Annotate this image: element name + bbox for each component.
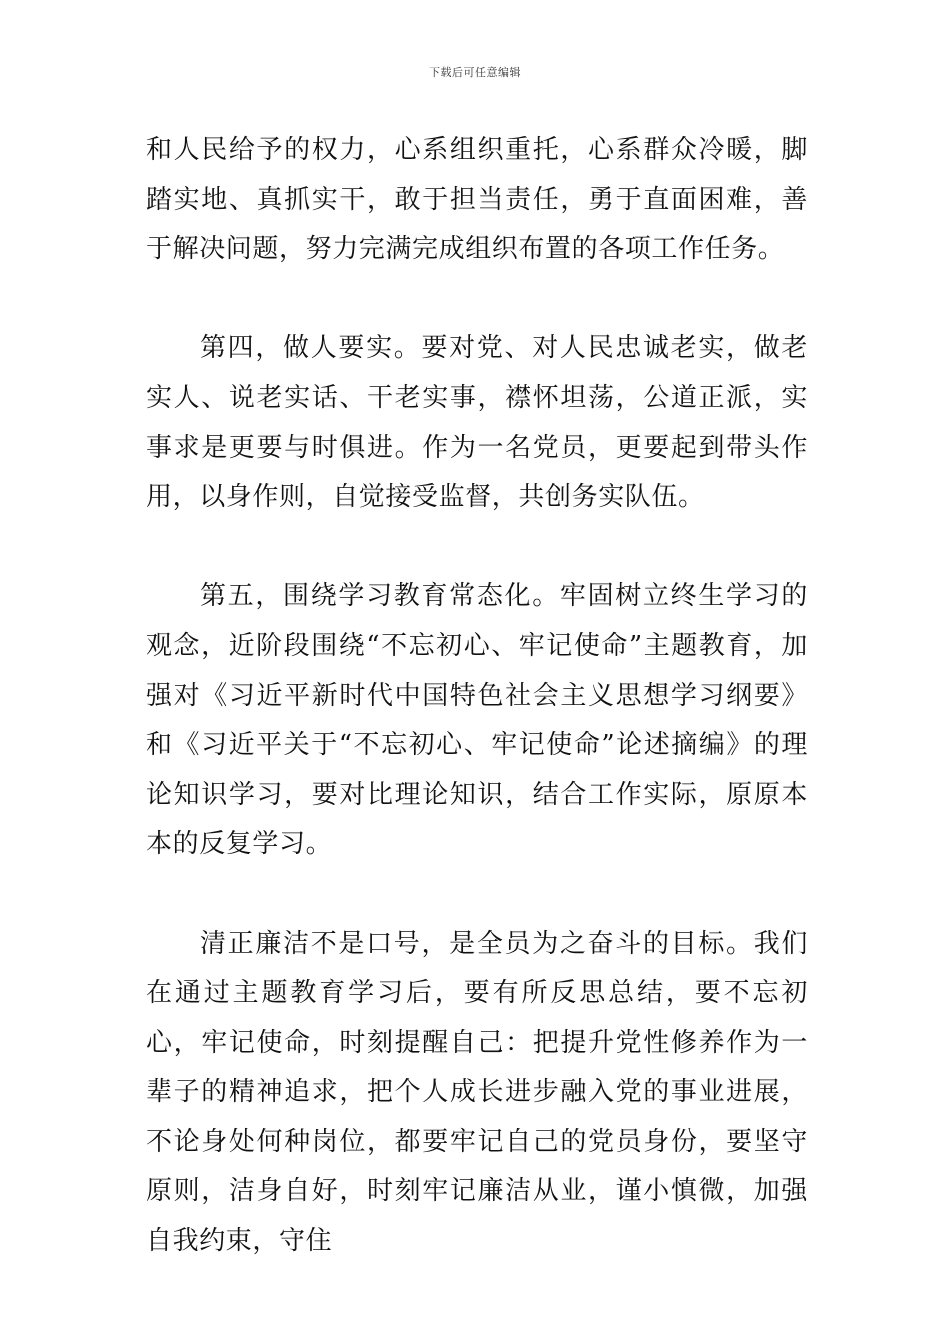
page-header: 下载后可任意编辑 — [429, 66, 521, 79]
paragraph-spacer — [146, 523, 808, 573]
paragraph-conclusion: 清正廉洁不是口号，是全员为之奋斗的目标。我们在通过主题教育学习后，要有所反思总结，要不忘初心，牢记使命，时刻提醒自己：把提升党性修养作为一辈子的精神追求，把个人成长进步融入党的事业进展，不论身处何种岗位，都要牢记自己的党员身份，要坚守原则，洁身自好，时刻牢记廉洁从业，谨小慎微，加强自我约束，守住 — [146, 928, 808, 1257]
paragraph-spacer — [146, 870, 808, 920]
paragraph-spacer — [146, 275, 808, 325]
paragraph-continuation: 和人民给予的权力，心系组织重托，心系群众冷暖，脚踏实地、真抓实干，敢于担当责任，勇于直面困难，善于解决问题，努力完满完成组织布置的各项工作任务。 — [146, 135, 808, 265]
paragraph-point-five: 第五，围绕学习教育常态化。牢固树立终生学习的观念，近阶段围绕“不忘初心、牢记使命”主题教育，加强对《习近平新时代中国特色社会主义思想学习纲要》和《习近平关于“不忘初心、牢记使命”论述摘编》的理论知识学习，要对比理论知识，结合工作实际，原原本本的反复学习。 — [146, 581, 808, 860]
paragraph-point-four: 第四，做人要实。要对党、对人民忠诚老实，做老实人、说老实话、干老实事，襟怀坦荡，公道正派，实事求是更要与时俱进。作为一名党员，更要起到带头作用，以身作则，自觉接受监督，共创务实队伍。 — [146, 333, 808, 513]
document-body — [146, 126, 808, 1267]
